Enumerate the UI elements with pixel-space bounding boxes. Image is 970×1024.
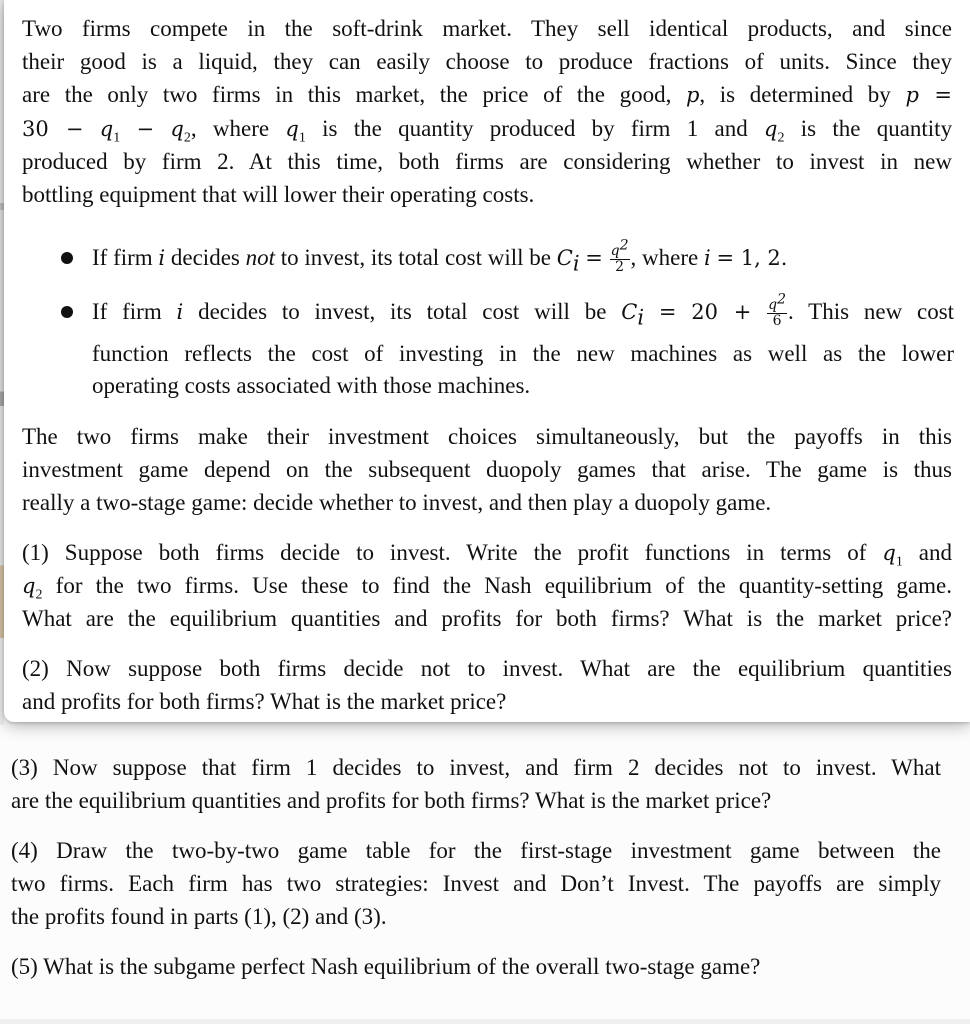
bullet-2-line-2: function reflects the cost of investing in the new machines as well as the lower [92, 341, 954, 366]
question-4-line-1: (4) Draw the two-by-two game table for the first-stage investment game between the [11, 838, 941, 863]
intro-line-2: their good is a liquid, they can easily choose to produce fractions of units. Since they [22, 49, 952, 74]
question-2-line-2: and profits for both firms? What is the market price? [22, 689, 507, 714]
question-1-line-2: $q_2$ for the two firms. Use these to find the Nash equilibrium of the quantity-setting game. [22, 573, 952, 603]
intro-line-6: bottling equipment that will lower their operating costs. [22, 182, 535, 207]
question-4-line-2: two firms. Each firm has two strategies: Invest and Don’t Invest. The payoffs are simply [11, 871, 941, 896]
fraction-q-squared-over-6: $\frac{q^2}{6}$ [768, 291, 787, 330]
middle-line-3: really a two-stage game: decide whether to invest, and then play a duopoly game. [22, 490, 772, 515]
middle-line-1: The two firms make their investment choices simultaneously, but the payoffs in this [22, 424, 952, 449]
question-5: (5) What is the subgame perfect Nash equilibrium of the overall two-stage game? [11, 954, 761, 979]
intro-line-1: Two firms compete in the soft-drink market. They sell identical products, and since [22, 16, 952, 41]
question-3-line-2: are the equilibrium quantities and profits for both firms? What is the market price? [11, 788, 772, 813]
bullet-dot-2 [61, 306, 73, 318]
bullet-1: If firm i decides not to invest, its total cost will be $C_i$ = $\frac{q^2}{2}$ , where i = 1, 2. [92, 237, 788, 276]
question-2-line-1: (2) Now suppose both firms decide not to invest. What are the equilibrium quantities [22, 656, 952, 681]
bottom-edge [0, 1019, 970, 1024]
problem-card [4, 0, 970, 722]
question-4-line-3: the profits found in parts (1), (2) and (3). [11, 904, 387, 929]
bullet-2-line-3: operating costs associated with those machines. [92, 373, 531, 398]
question-1-line-1: (1) Suppose both firms decide to invest. Write the profit functions in terms of $q_1$ and [22, 540, 953, 570]
bullet-dot-1 [61, 252, 73, 264]
bullet-2-line-1: If firm i decides to invest, its total cost will be $C_i = 20$ + $\frac{q^2}{6}$ . This new cost [92, 291, 955, 330]
question-3-line-1: (3) Now suppose that firm 1 decides to invest, and firm 2 decides not to invest. What [11, 755, 941, 780]
question-1-line-3: What are the equilibrium quantities and profits for both firms? What is the market price? [22, 606, 952, 631]
intro-line-4: $30 - q_1 - q_2$, where $q_1$ is the quantity produced by firm 1 and $q_2$ is the quantity [22, 116, 953, 146]
middle-line-2: investment game depend on the subsequent duopoly games that arise. The game is thus [22, 457, 952, 482]
intro-line-3: are the only two firms in this market, the price of the good, p, is determined by p = [22, 82, 953, 107]
fraction-q-squared-over-2: $\frac{q^2}{2}$ [610, 237, 629, 276]
intro-line-5: produced by firm 2. At this time, both firms are considering whether to invest in new [22, 149, 952, 174]
